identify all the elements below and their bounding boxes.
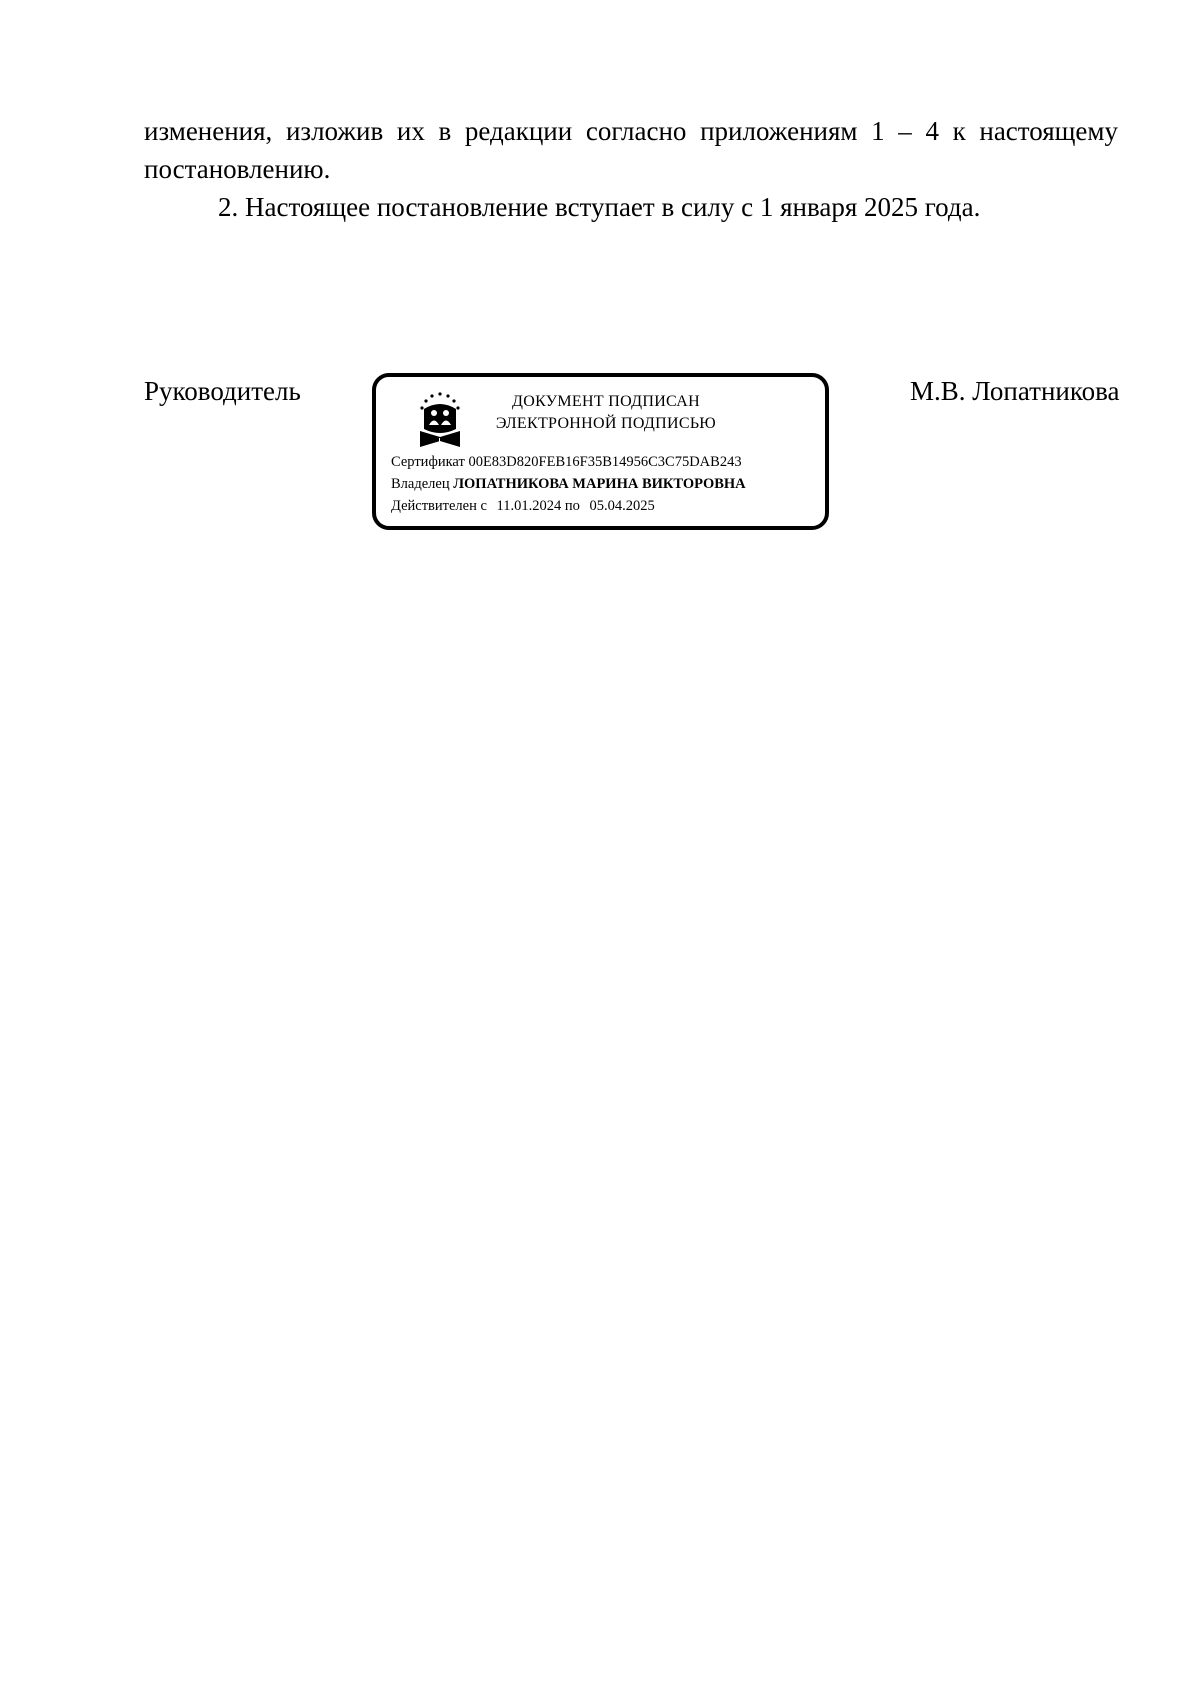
stamp-heading	[476, 391, 736, 435]
signatory-position: Руководитель	[144, 376, 301, 406]
stamp-heading-line1: ДОКУМЕНТ ПОДПИСАН	[512, 393, 700, 410]
valid-to-label: по	[564, 498, 580, 514]
owner-label: Владелец	[391, 476, 450, 492]
coat-of-arms-icon	[416, 391, 464, 451]
certificate-label: Сертификат	[391, 454, 465, 470]
document-body	[144, 112, 1118, 226]
paragraph-effective-date: 2. Настоящее постановление вступает в силу с 1 января 2025 года.	[218, 192, 981, 222]
certificate-value: 00E83D820FEB16F35B14956C3C75DAB243	[468, 454, 742, 470]
owner-line	[391, 473, 746, 495]
valid-label: Действителен с	[391, 498, 487, 514]
valid-from: 11.01.2024	[496, 498, 562, 514]
stamp-heading-line2: ЭЛЕКТРОННОЙ ПОДПИСЬЮ	[495, 415, 717, 432]
paragraph-amendments: изменения, изложив их в редакции согласно приложениям 1 – 4 к настоящему постановлению.	[144, 116, 1118, 184]
validity-line	[391, 495, 746, 517]
valid-to: 05.04.2025	[589, 498, 655, 514]
certificate-line	[391, 451, 746, 473]
owner-value: ЛОПАТНИКОВА МАРИНА ВИКТОРОВНА	[453, 476, 746, 492]
stamp-details	[391, 451, 746, 517]
signatory-name: М.В. Лопатникова	[910, 376, 1120, 406]
electronic-signature-stamp	[372, 373, 829, 530]
